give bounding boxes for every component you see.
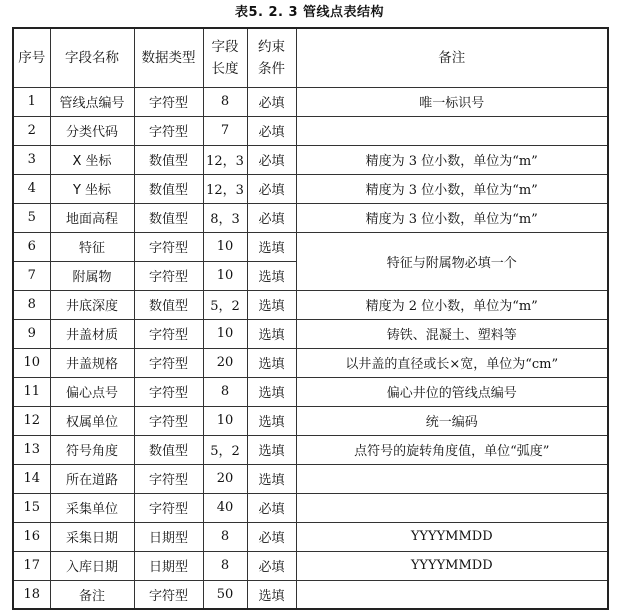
cell-remarks	[296, 493, 608, 522]
cell-no: 1	[13, 87, 50, 116]
table-row	[13, 203, 608, 232]
cell-length: 8	[203, 377, 247, 406]
cell-data-type: 数值型	[134, 435, 203, 464]
cell-field-name: 井盖材质	[50, 319, 134, 348]
cell-remarks: YYYYMMDD	[296, 551, 608, 580]
cell-no: 18	[13, 580, 50, 609]
cell-no: 15	[13, 493, 50, 522]
cell-constraint: 必填	[247, 116, 296, 145]
cell-no: 12	[13, 406, 50, 435]
cell-field-name: 井盖规格	[50, 348, 134, 377]
cell-remarks: 点符号的旋转角度值，单位“弧度”	[296, 435, 608, 464]
table-body	[13, 87, 608, 609]
table-row	[13, 377, 608, 406]
cell-field-name: 附属物	[50, 261, 134, 290]
cell-constraint: 选填	[247, 580, 296, 609]
cell-field-name: 备注	[50, 580, 134, 609]
cell-constraint: 选填	[247, 435, 296, 464]
cell-remarks	[296, 580, 608, 609]
cell-length: 20	[203, 464, 247, 493]
cell-data-type: 字符型	[134, 377, 203, 406]
header-field-length-line1: 字段	[211, 38, 239, 55]
table-row	[13, 493, 608, 522]
table-row	[13, 232, 608, 261]
cell-no: 6	[13, 232, 50, 261]
cell-data-type: 字符型	[134, 319, 203, 348]
table-row	[13, 174, 608, 203]
cell-constraint: 选填	[247, 290, 296, 319]
header-no: 序号	[13, 28, 50, 87]
table-row	[13, 145, 608, 174]
cell-constraint: 必填	[247, 145, 296, 174]
cell-no: 10	[13, 348, 50, 377]
cell-field-name: 入库日期	[50, 551, 134, 580]
cell-remarks: 精度为 2 位小数，单位为“m”	[296, 290, 608, 319]
cell-constraint: 必填	[247, 203, 296, 232]
cell-remarks	[296, 116, 608, 145]
cell-no: 2	[13, 116, 50, 145]
cell-no: 11	[13, 377, 50, 406]
cell-remarks: 精度为 3 位小数，单位为“m”	[296, 203, 608, 232]
header-field-name: 字段名称	[50, 28, 134, 87]
table-row	[13, 348, 608, 377]
cell-data-type: 数值型	[134, 145, 203, 174]
cell-constraint: 必填	[247, 551, 296, 580]
header-field-length-line2: 长度	[211, 60, 239, 77]
table-row	[13, 290, 608, 319]
cell-no: 3	[13, 145, 50, 174]
cell-data-type: 字符型	[134, 232, 203, 261]
cell-data-type: 日期型	[134, 551, 203, 580]
cell-constraint: 选填	[247, 406, 296, 435]
cell-constraint: 必填	[247, 493, 296, 522]
table-row	[13, 522, 608, 551]
cell-length: 10	[203, 261, 247, 290]
cell-field-name: 地面高程	[50, 203, 134, 232]
cell-remarks: 偏心井位的管线点编号	[296, 377, 608, 406]
cell-field-name: 偏心点号	[50, 377, 134, 406]
cell-field-name: 权属单位	[50, 406, 134, 435]
table-row	[13, 406, 608, 435]
cell-no: 17	[13, 551, 50, 580]
cell-no: 4	[13, 174, 50, 203]
cell-length: 10	[203, 319, 247, 348]
cell-no: 8	[13, 290, 50, 319]
cell-constraint: 选填	[247, 261, 296, 290]
cell-remarks: 统一编码	[296, 406, 608, 435]
cell-length: 10	[203, 406, 247, 435]
cell-constraint: 选填	[247, 377, 296, 406]
cell-remarks: YYYYMMDD	[296, 522, 608, 551]
header-data-type: 数据类型	[134, 28, 203, 87]
cell-field-name: 分类代码	[50, 116, 134, 145]
pipeline-point-structure-table	[12, 27, 609, 610]
table-row	[13, 551, 608, 580]
cell-length: 8	[203, 551, 247, 580]
header-row	[13, 28, 608, 87]
cell-data-type: 字符型	[134, 464, 203, 493]
table-row	[13, 116, 608, 145]
header-constraint-line1: 约束	[258, 38, 285, 55]
cell-remarks-merged: 特征与附属物必填一个	[296, 232, 608, 290]
cell-data-type: 字符型	[134, 580, 203, 609]
cell-remarks: 以井盖的直径或长×宽，单位为“cm”	[296, 348, 608, 377]
cell-field-name: 采集单位	[50, 493, 134, 522]
cell-length: 7	[203, 116, 247, 145]
cell-field-name: 采集日期	[50, 522, 134, 551]
cell-data-type: 日期型	[134, 522, 203, 551]
cell-no: 5	[13, 203, 50, 232]
header-constraint-line2: 条件	[258, 60, 285, 77]
cell-remarks: 精度为 3 位小数，单位为“m”	[296, 145, 608, 174]
cell-length: 8	[203, 522, 247, 551]
cell-no: 9	[13, 319, 50, 348]
cell-length: 12，3	[203, 145, 247, 174]
cell-data-type: 字符型	[134, 406, 203, 435]
cell-no: 13	[13, 435, 50, 464]
cell-length: 12，3	[203, 174, 247, 203]
cell-constraint: 选填	[247, 232, 296, 261]
cell-data-type: 数值型	[134, 290, 203, 319]
cell-field-name: X 坐标	[50, 145, 134, 174]
cell-field-name: Y 坐标	[50, 174, 134, 203]
cell-constraint: 必填	[247, 522, 296, 551]
cell-length: 20	[203, 348, 247, 377]
cell-length: 8	[203, 87, 247, 116]
table-row	[13, 580, 608, 609]
table-row	[13, 87, 608, 116]
cell-constraint: 必填	[247, 174, 296, 203]
cell-length: 5，2	[203, 290, 247, 319]
cell-field-name: 管线点编号	[50, 87, 134, 116]
cell-length: 5，2	[203, 435, 247, 464]
cell-no: 7	[13, 261, 50, 290]
cell-no: 16	[13, 522, 50, 551]
cell-field-name: 所在道路	[50, 464, 134, 493]
cell-data-type: 数值型	[134, 203, 203, 232]
cell-constraint: 必填	[247, 87, 296, 116]
cell-constraint: 选填	[247, 348, 296, 377]
cell-field-name: 特征	[50, 232, 134, 261]
cell-field-name: 井底深度	[50, 290, 134, 319]
cell-length: 10	[203, 232, 247, 261]
cell-field-name: 符号角度	[50, 435, 134, 464]
cell-data-type: 字符型	[134, 261, 203, 290]
cell-constraint: 选填	[247, 319, 296, 348]
cell-length: 50	[203, 580, 247, 609]
cell-constraint: 选填	[247, 464, 296, 493]
cell-data-type: 字符型	[134, 493, 203, 522]
cell-length: 40	[203, 493, 247, 522]
table-title: 表5. 2. 3 管线点表结构	[234, 5, 385, 20]
cell-remarks	[296, 464, 608, 493]
header-field-length	[203, 28, 247, 87]
cell-remarks: 唯一标识号	[296, 87, 608, 116]
cell-remarks: 铸铁、混凝土、塑料等	[296, 319, 608, 348]
cell-length: 8，3	[203, 203, 247, 232]
table-row	[13, 319, 608, 348]
cell-data-type: 字符型	[134, 348, 203, 377]
header-remarks: 备注	[296, 28, 608, 87]
header-constraint	[247, 28, 296, 87]
cell-data-type: 字符型	[134, 116, 203, 145]
cell-data-type: 数值型	[134, 174, 203, 203]
cell-no: 14	[13, 464, 50, 493]
table-row	[13, 435, 608, 464]
table-row	[13, 464, 608, 493]
cell-remarks: 精度为 3 位小数，单位为“m”	[296, 174, 608, 203]
cell-data-type: 字符型	[134, 87, 203, 116]
